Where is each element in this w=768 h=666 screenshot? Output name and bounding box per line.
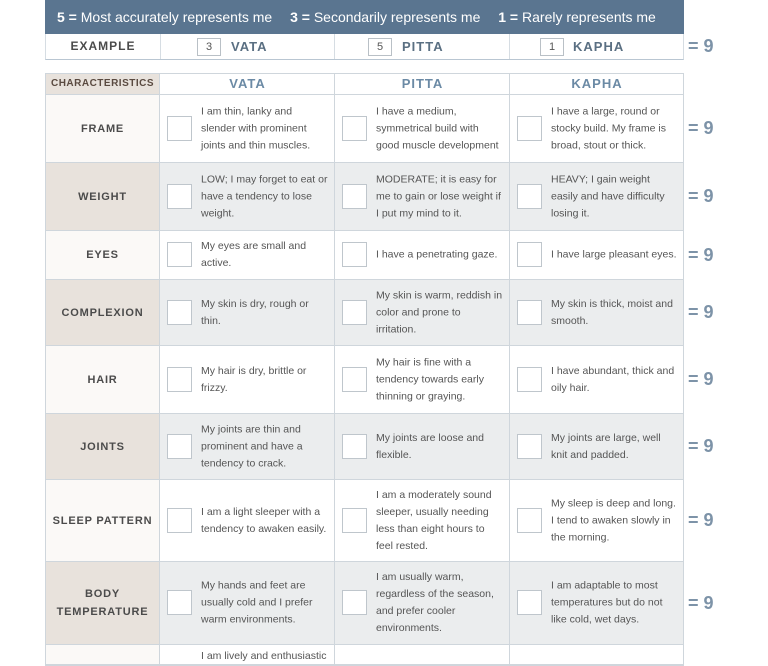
description-text: MODERATE; it is easy for me to gain or lose weight if I put my mind to it. (376, 173, 501, 219)
cell-vata (159, 480, 334, 561)
cell-pitta (334, 480, 509, 561)
row-total: = 9 (688, 302, 714, 322)
score-input-vata[interactable] (167, 508, 192, 533)
cell-vata (159, 562, 334, 644)
example-score-vata: 3 (197, 38, 221, 56)
cell-kapha (509, 480, 683, 561)
row-label: EYES (46, 231, 159, 279)
score-input-kapha[interactable] (517, 367, 542, 392)
cell-kapha (509, 645, 683, 664)
row-label: SLEEP PATTERN (46, 480, 159, 561)
table-row (46, 414, 683, 480)
cell-kapha (509, 346, 683, 413)
description-text: I have a medium, symmetrical build with good muscle development (376, 105, 499, 151)
cell-pitta (334, 280, 509, 345)
header-kapha: KAPHA (509, 74, 684, 94)
table-row (46, 95, 683, 163)
score-input-pitta[interactable] (342, 300, 367, 325)
example-total: = 9 (688, 36, 714, 56)
description-text: My hands and feet are usually cold and I prefer warm environments. (201, 579, 313, 626)
description-text: I am usually warm, regardless of the season, and prefer cooler environments. (376, 571, 494, 634)
table-row (46, 280, 683, 346)
table-row (46, 231, 683, 280)
cell-vata (159, 95, 334, 162)
header-characteristics: CHARACTERISTICS (46, 74, 159, 94)
legend-item-5: 5 = Most accurately represents me (57, 9, 273, 25)
score-input-pitta[interactable] (342, 590, 367, 615)
description-text: I have a large, round or stocky build. My frame is broad, stout or thick. (551, 105, 666, 151)
description-text: HEAVY; I gain weight easily and have difficulty losing it. (551, 173, 665, 219)
row-label: COMPLEXION (46, 280, 159, 345)
score-input-pitta[interactable] (342, 508, 367, 533)
row-label: JOINTS (46, 414, 159, 479)
rating-legend (45, 0, 684, 34)
cell-pitta (334, 163, 509, 230)
description-text: My eyes are small and active. (201, 240, 307, 269)
description-text: I have a penetrating gaze. (376, 248, 498, 261)
description-text: My joints are loose and flexible. (376, 431, 484, 461)
cell-pitta (334, 562, 509, 644)
description-text: I have large pleasant eyes. (551, 248, 677, 261)
score-input-pitta[interactable] (342, 367, 367, 392)
cell-vata (159, 346, 334, 413)
score-input-kapha[interactable] (517, 184, 542, 209)
cell-kapha (509, 163, 683, 230)
cell-vata (159, 280, 334, 345)
table-row (46, 645, 683, 665)
score-input-vata[interactable] (167, 590, 192, 615)
cell-vata (159, 163, 334, 230)
score-input-pitta[interactable] (342, 116, 367, 141)
description-text: I am lively and enthusiastic (201, 650, 327, 662)
description-text: I am thin, lanky and slender with prominent joints and thin muscles. (201, 105, 311, 151)
description-text: I am a light sleeper with a tendency to awaken easily. (201, 505, 327, 535)
score-input-pitta[interactable] (342, 242, 367, 267)
table-row (46, 163, 683, 231)
score-input-kapha[interactable] (517, 508, 542, 533)
row-label: WEIGHT (46, 163, 159, 230)
cell-pitta (334, 231, 509, 279)
dosha-quiz-table (45, 73, 684, 666)
example-dosha-vata: VATA (231, 39, 268, 54)
example-cell-kapha (509, 34, 684, 59)
table-row (46, 480, 683, 562)
description-text: LOW; I may forget to eat or have a tendency to lose weight. (201, 173, 328, 219)
table-row (46, 562, 683, 645)
example-dosha-kapha: KAPHA (573, 39, 625, 54)
cell-pitta (334, 645, 509, 664)
description-text: My hair is fine with a tendency towards early thinning or graying. (376, 356, 484, 402)
description-text: My joints are large, well knit and padded. (551, 431, 661, 461)
row-total: = 9 (688, 436, 714, 456)
row-total: = 9 (688, 510, 714, 530)
legend-item-3: 3 = Secondarily represents me (290, 9, 481, 25)
example-dosha-pitta: PITTA (402, 39, 444, 54)
row-total: = 9 (688, 369, 714, 389)
score-input-kapha[interactable] (517, 242, 542, 267)
cell-kapha (509, 562, 683, 644)
cell-vata (159, 645, 334, 664)
description-text: I have abundant, thick and oily hair. (551, 364, 675, 394)
description-text: My hair is dry, brittle or frizzy. (201, 364, 307, 394)
row-label (46, 645, 159, 664)
cell-kapha (509, 95, 683, 162)
cell-kapha (509, 280, 683, 345)
description-text: I am adaptable to most temperatures but do not like cold, wet days. (551, 579, 663, 626)
row-label: HAIR (46, 346, 159, 413)
description-text: My skin is dry, rough or thin. (201, 297, 309, 327)
example-score-pitta: 5 (368, 38, 392, 56)
header-pitta: PITTA (334, 74, 510, 94)
row-total: = 9 (688, 592, 714, 613)
row-total: = 9 (688, 118, 714, 138)
score-input-vata[interactable] (167, 242, 192, 267)
score-input-kapha[interactable] (517, 590, 542, 615)
example-score-kapha: 1 (540, 38, 564, 56)
description-text: My joints are thin and prominent and have a tendency to crack. (201, 423, 303, 469)
cell-pitta (334, 95, 509, 162)
score-input-pitta[interactable] (342, 434, 367, 459)
description-text: My skin is warm, reddish in color and prone to irritation. (376, 289, 503, 335)
score-input-vata[interactable] (167, 434, 192, 459)
cell-vata (159, 414, 334, 479)
table-row (46, 346, 683, 414)
header-vata: VATA (159, 74, 335, 94)
cell-kapha (509, 414, 683, 479)
legend-item-1: 1 = Rarely represents me (498, 9, 656, 25)
score-input-vata[interactable] (167, 116, 192, 141)
description-text: My sleep is deep and long. I tend to awaken slowly in the morning. (551, 497, 676, 543)
cell-pitta (334, 346, 509, 413)
description-text: I am a moderately sound sleeper, usually needing less than eight hours to feel rested. (376, 488, 492, 552)
score-input-kapha[interactable] (517, 434, 542, 459)
cell-kapha (509, 231, 683, 279)
example-row (45, 34, 684, 60)
score-input-pitta[interactable] (342, 184, 367, 209)
description-text: My skin is thick, moist and smooth. (551, 297, 673, 327)
row-total: = 9 (688, 244, 714, 265)
row-label: FRAME (46, 95, 159, 162)
score-input-kapha[interactable] (517, 300, 542, 325)
row-total: = 9 (688, 186, 714, 206)
score-input-vata[interactable] (167, 300, 192, 325)
row-label: BODY TEMPERATURE (46, 562, 159, 644)
example-label: EXAMPLE (70, 39, 136, 53)
cell-pitta (334, 414, 509, 479)
score-input-vata[interactable] (167, 184, 192, 209)
table-header (46, 74, 683, 95)
score-input-vata[interactable] (167, 367, 192, 392)
score-input-kapha[interactable] (517, 116, 542, 141)
example-cell-vata (160, 34, 335, 59)
cell-vata (159, 231, 334, 279)
example-cell-pitta (334, 34, 510, 59)
